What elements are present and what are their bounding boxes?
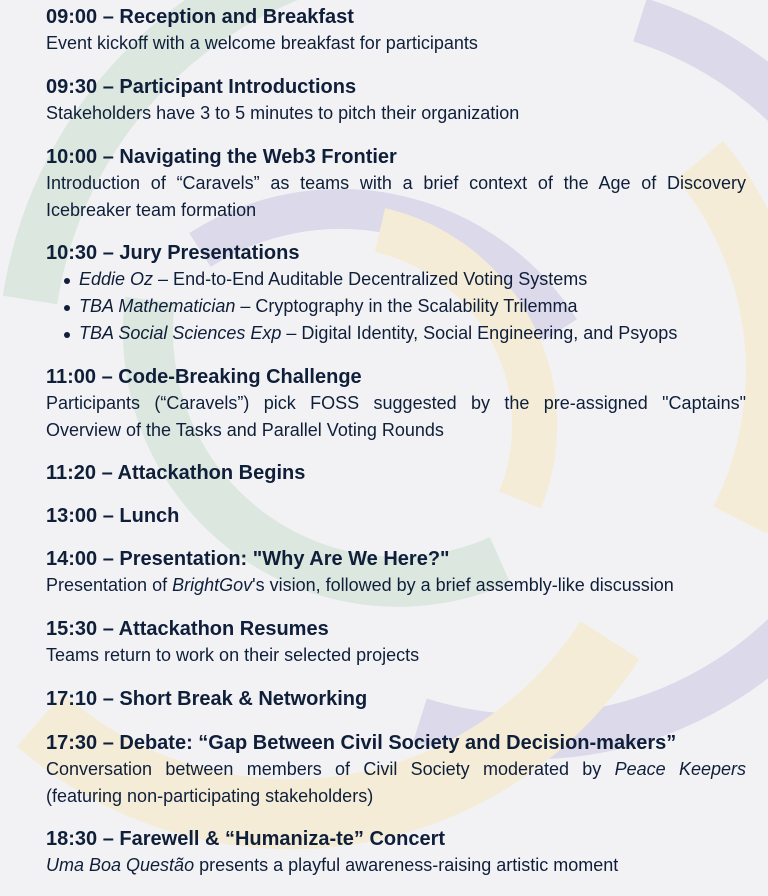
item-description (46, 572, 746, 599)
list-item (62, 320, 746, 347)
schedule-item (46, 4, 746, 57)
schedule-item (46, 686, 746, 712)
schedule-item (46, 240, 746, 347)
item-title: 18:30 – Farewell & “Humaniza-te” Concert (46, 828, 446, 850)
schedule-item (46, 460, 746, 486)
item-description: Event kickoff with a welcome breakfast for participants (46, 33, 478, 53)
schedule-item (46, 503, 746, 529)
item-title: 11:00 – Code-Breaking Challenge (46, 366, 362, 388)
jury-topic: – Digital Identity, Social Engineering, and Psyops (281, 323, 678, 343)
list-item (62, 266, 746, 293)
text-part: Presentation of (46, 575, 173, 595)
performer-name: Uma Boa Questão (46, 855, 195, 875)
item-title: 15:30 – Attackathon Resumes (46, 618, 329, 640)
schedule-item (46, 730, 746, 810)
jury-name: TBA Mathematician (79, 296, 236, 316)
brand-name: BrightGov (172, 575, 253, 595)
moderator-name: Peace Keepers (614, 759, 746, 779)
schedule-item (46, 826, 746, 879)
schedule-item (46, 364, 746, 444)
item-description (46, 756, 746, 783)
jury-topic: – Cryptography in the Scalability Trilemma (235, 296, 578, 316)
item-title: 14:00 – Presentation: "Why Are We Here?" (46, 548, 450, 570)
item-description: Stakeholders have 3 to 5 minutes to pitch their organization (46, 103, 520, 123)
item-description: Introduction of “Caravels” as teams with a brief context of the Age of Discovery (46, 173, 746, 193)
schedule-item (46, 144, 746, 224)
item-description: Participants (“Caravels”) pick FOSS suggested by the pre-assigned "Captains" (46, 393, 746, 413)
item-title: 09:30 – Participant Introductions (46, 76, 357, 98)
schedule-item (46, 546, 746, 599)
text-part: Conversation between members of Civil Society moderated by (46, 759, 615, 779)
item-title: 09:00 – Reception and Breakfast (46, 6, 354, 28)
jury-name: TBA Social Sciences Exp (79, 323, 282, 343)
jury-name: Eddie Oz (79, 269, 154, 289)
text-part: 's vision, followed by a brief assembly-like discussion (252, 575, 674, 595)
text-part: presents a playful awareness-raising artistic moment (194, 855, 619, 875)
item-title: 13:00 – Lunch (46, 505, 180, 527)
item-title: 17:10 – Short Break & Networking (46, 688, 368, 710)
item-description: Teams return to work on their selected projects (46, 645, 420, 665)
schedule-item (46, 74, 746, 127)
item-description: Overview of the Tasks and Parallel Voting Rounds (46, 420, 444, 440)
item-title: 10:30 – Jury Presentations (46, 242, 300, 264)
item-description: Icebreaker team formation (46, 200, 257, 220)
item-description (46, 852, 746, 879)
jury-list (46, 266, 746, 347)
list-item (62, 293, 746, 320)
item-title: 11:20 – Attackathon Begins (46, 462, 306, 484)
item-title: 17:30 – Debate: “Gap Between Civil Society and Decision-makers” (46, 732, 677, 754)
item-description: (featuring non-participating stakeholders) (46, 786, 374, 806)
item-title: 10:00 – Navigating the Web3 Frontier (46, 146, 397, 168)
schedule-item (46, 616, 746, 669)
jury-topic: – End-to-End Auditable Decentralized Voting Systems (153, 269, 588, 289)
